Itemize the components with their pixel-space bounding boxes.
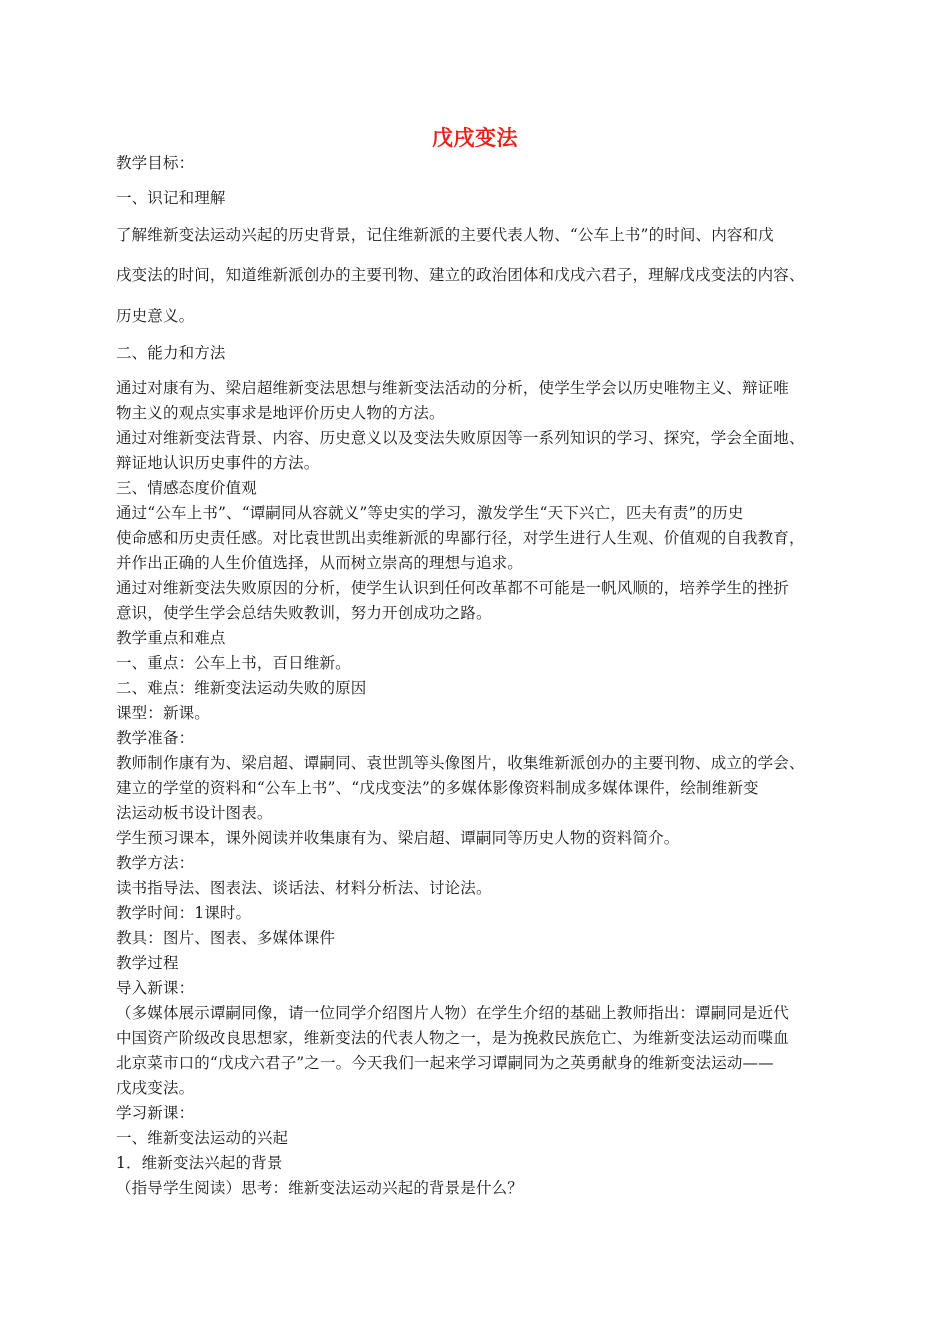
text-line: 导入新课： (116, 979, 195, 997)
text-line: 辩证地认识历史事件的方法。 (116, 454, 320, 472)
text-line: 并作出正确的人生价值选择，从而树立崇高的理想与追求。 (116, 554, 523, 572)
text-line: 教学方法： (116, 854, 195, 872)
text-line: 戌变法的时间，知道维新派创办的主要刊物、建立的政治团体和戊戌六君子，理解戊戌变法的内容、 (116, 266, 805, 284)
text-line: 使命感和历史责任感。对比袁世凯出卖维新派的卑鄙行径，对学生进行人生观、价值观的自我教育， (116, 529, 805, 547)
text-line: 三、情感态度价值观 (116, 479, 257, 497)
text-line: （多媒体展示谭嗣同像，请一位同学介绍图片人物）在学生介绍的基础上教师指出：谭嗣同是近代 (116, 1004, 789, 1022)
text-line: 1．维新变法兴起的背景 (116, 1154, 283, 1172)
document-title: 戊戌变法 (432, 126, 518, 150)
text-line: 北京菜市口的“戊戌六君子”之一。今天我们一起来学习谭嗣同为之英勇献身的维新变法运动—— (116, 1054, 774, 1072)
text-line: 教学准备： (116, 729, 195, 747)
text-line: 通过“公车上书”、“谭嗣同从容就义”等史实的学习，激发学生“天下兴亡，匹夫有责”的历史 (116, 504, 744, 522)
text-line: 通过对维新变法失败原因的分析，使学生认识到任何改革都不可能是一帆风顺的，培养学生的挫折 (116, 579, 789, 597)
text-line: 物主义的观点实事求是地评价历史人物的方法。 (116, 404, 445, 422)
text-line: 一、维新变法运动的兴起 (116, 1129, 289, 1147)
text-line: 二、难点：维新变法运动失败的原因 (116, 679, 367, 697)
text-line: 教学重点和难点 (116, 629, 226, 647)
text-line: 教学过程 (116, 954, 179, 972)
text-line: 课型：新课。 (116, 704, 210, 722)
text-line: 历史意义。 (116, 307, 195, 325)
text-line: 一、重点：公车上书，百日维新。 (116, 654, 351, 672)
text-line: 通过对康有为、梁启超维新变法思想与维新变法活动的分析，使学生学会以历史唯物主义、辩证唯 (116, 379, 789, 397)
text-line: 学习新课： (116, 1104, 195, 1122)
text-line: 戊戌变法。 (116, 1079, 195, 1097)
text-line: 教具：图片、图表、多媒体课件 (116, 929, 336, 947)
text-line: 教学目标： (116, 154, 195, 172)
text-line: 读书指导法、图表法、谈话法、材料分析法、讨论法。 (116, 879, 492, 897)
text-line: 通过对维新变法背景、内容、历史意义以及变法失败原因等一系列知识的学习、探究，学会全面地、 (116, 429, 805, 447)
text-line: 教师制作康有为、梁启超、谭嗣同、袁世凯等头像图片，收集维新派创办的主要刊物、成立的学会、 (116, 754, 805, 772)
text-line: 二、能力和方法 (116, 344, 226, 362)
text-line: 意识，使学生学会总结失败教训，努力开创成功之路。 (116, 604, 492, 622)
text-line: 建立的学堂的资料和“公车上书”、“戊戌变法”的多媒体影像资料制成多媒体课件，绘制维新变 (116, 779, 759, 797)
text-line: （指导学生阅读）思考：维新变法运动兴起的背景是什么？ (116, 1179, 523, 1197)
text-line: 教学时间：1课时。 (116, 904, 252, 922)
text-line: 一、识记和理解 (116, 189, 226, 207)
text-line: 学生预习课本，课外阅读并收集康有为、梁启超、谭嗣同等历史人物的资料简介。 (116, 829, 680, 847)
text-line: 中国资产阶级改良思想家，维新变法的代表人物之一，是为挽救民族危亡、为维新变法运动而喋血 (116, 1029, 789, 1047)
text-line: 法运动板书设计图表。 (116, 804, 273, 822)
text-line: 了解维新变法运动兴起的历史背景，记住维新派的主要代表人物、“公车上书”的时间、内容和戊 (116, 226, 774, 244)
